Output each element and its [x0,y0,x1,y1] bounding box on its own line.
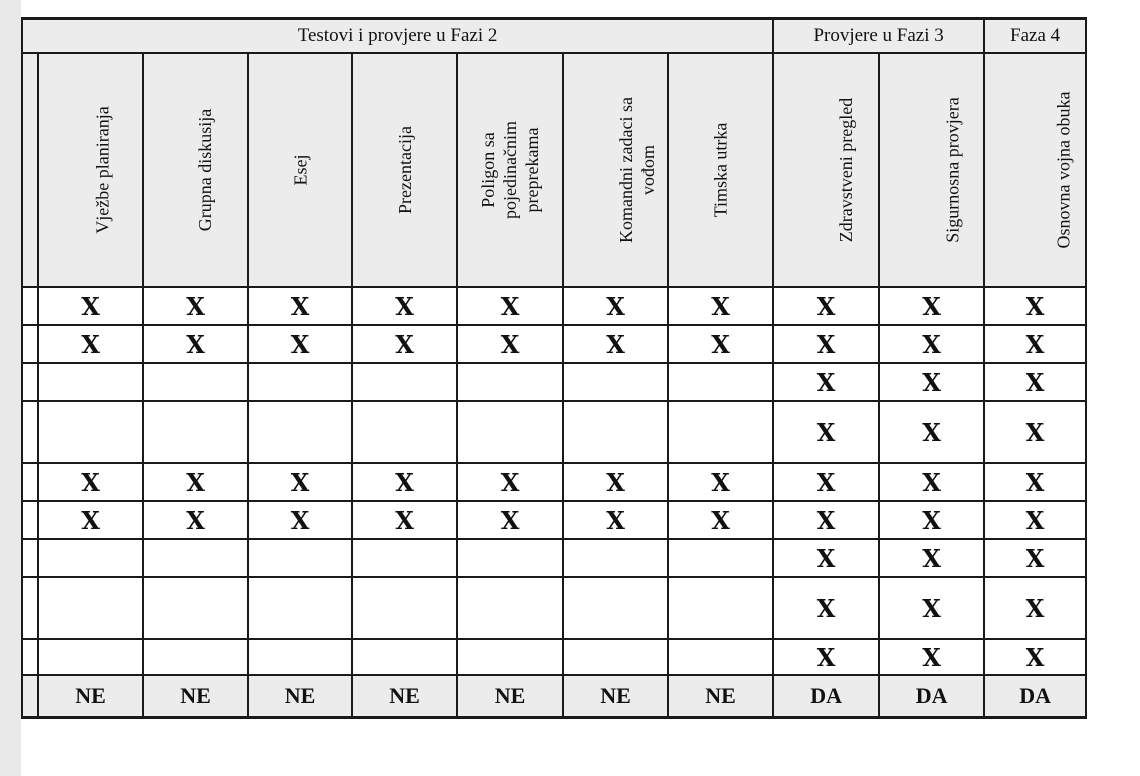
check-mark-cell: X [248,325,352,363]
column-header-line: Timska utrka [710,122,731,218]
summary-cell: NE [563,675,668,718]
empty-cell [457,639,563,675]
summary-cell: DA [984,675,1086,718]
table-row [22,463,1086,501]
column-header-label [194,109,216,231]
check-mark-cell: X [773,501,879,539]
empty-cell [668,539,773,577]
check-mark-cell: X [143,501,248,539]
table-row [22,501,1086,539]
left-margin-bar [0,0,21,776]
summary-cell: NE [143,675,248,718]
empty-cell [563,363,668,401]
column-header-line: Prezentacija [394,126,415,214]
column-header-line: Poligon sa [477,132,498,208]
column-header [143,53,248,287]
column-header-label [835,98,857,242]
check-mark-cell: X [457,325,563,363]
column-header [352,53,457,287]
empty-cell [668,639,773,675]
row-stub [22,363,38,401]
check-mark-cell: X [143,463,248,501]
check-mark-cell: X [563,287,668,325]
column-header-line: vođom [637,144,658,196]
check-mark-cell: X [143,325,248,363]
column-header [984,53,1086,287]
table-row [22,539,1086,577]
column-header [38,53,143,287]
check-mark-cell: X [773,287,879,325]
empty-cell [248,539,352,577]
check-mark-cell: X [668,287,773,325]
group-header-phase2: Testovi i provjere u Fazi 2 [22,19,773,54]
column-header-line: pojedinačnim [499,121,520,219]
empty-cell [143,363,248,401]
check-mark-cell: X [984,539,1086,577]
check-mark-cell: X [352,325,457,363]
check-mark-cell: X [879,577,984,639]
check-mark-cell: X [563,501,668,539]
check-mark-cell: X [773,363,879,401]
empty-cell [352,639,457,675]
column-header-label [92,106,114,233]
column-header [457,53,563,287]
check-mark-cell: X [879,463,984,501]
row-stub [22,639,38,675]
row-stub [22,287,38,325]
group-header-phase3: Provjere u Fazi 3 [773,19,984,54]
empty-cell [668,401,773,463]
check-mark-cell: X [38,463,143,501]
check-mark-cell: X [352,501,457,539]
table-row [22,287,1086,325]
column-header-line: Komandni zadaci sa [615,97,636,243]
phase-checks-table [21,17,1087,719]
column-header-line: Vježbe planiranja [92,106,113,234]
empty-cell [563,401,668,463]
column-header-label [1053,92,1075,249]
column-header [773,53,879,287]
empty-cell [352,577,457,639]
check-mark-cell: X [248,501,352,539]
empty-cell [352,539,457,577]
check-mark-cell: X [457,287,563,325]
empty-cell [352,363,457,401]
empty-cell [143,577,248,639]
check-mark-cell: X [773,639,879,675]
empty-cell [563,577,668,639]
column-header-line: Esej [290,154,310,186]
column-header [879,53,984,287]
check-mark-cell: X [773,463,879,501]
empty-cell [457,401,563,463]
empty-cell [38,539,143,577]
check-mark-cell: X [984,287,1086,325]
empty-cell [38,363,143,401]
row-stub [22,401,38,463]
column-header [668,53,773,287]
check-mark-cell: X [668,463,773,501]
check-mark-cell: X [38,287,143,325]
check-mark-cell: X [248,463,352,501]
row-stub [22,675,38,718]
row-stub [22,463,38,501]
summary-cell: DA [879,675,984,718]
check-mark-cell: X [984,401,1086,463]
empty-cell [668,363,773,401]
check-mark-cell: X [879,325,984,363]
check-mark-cell: X [984,577,1086,639]
empty-cell [668,577,773,639]
column-header-line: preprekama [521,127,542,213]
row-stub [22,539,38,577]
group-header-phase4: Faza 4 [984,19,1086,54]
check-mark-cell: X [879,363,984,401]
summary-cell: NE [457,675,563,718]
check-mark-cell: X [352,287,457,325]
table-row [22,639,1086,675]
check-mark-cell: X [984,501,1086,539]
check-mark-cell: X [879,639,984,675]
check-mark-cell: X [38,501,143,539]
check-mark-cell: X [38,325,143,363]
empty-cell [143,401,248,463]
check-mark-cell: X [668,501,773,539]
column-header-label [615,97,659,243]
empty-cell [457,363,563,401]
column-header-row [22,53,1086,287]
table-row [22,577,1086,639]
check-mark-cell: X [773,401,879,463]
check-mark-cell: X [773,539,879,577]
empty-cell [352,401,457,463]
empty-cell [143,639,248,675]
empty-cell [38,401,143,463]
check-mark-cell: X [773,577,879,639]
empty-cell [143,539,248,577]
column-header-line: Sigurnosna provjera [942,97,963,243]
table-row [22,363,1086,401]
check-mark-cell: X [668,325,773,363]
column-header-label [393,126,415,214]
summary-cell: NE [668,675,773,718]
column-header-label [710,123,732,218]
check-mark-cell: X [563,325,668,363]
check-mark-cell: X [984,463,1086,501]
check-mark-cell: X [879,539,984,577]
check-mark-cell: X [773,325,879,363]
check-mark-cell: X [879,287,984,325]
summary-cell: DA [773,675,879,718]
check-mark-cell: X [248,287,352,325]
empty-cell [248,401,352,463]
check-mark-cell: X [879,401,984,463]
check-mark-cell: X [352,463,457,501]
row-stub-header [22,53,38,287]
column-header-line: Grupna diskusija [195,108,216,232]
group-header-row [22,19,1086,54]
empty-cell [457,577,563,639]
empty-cell [38,639,143,675]
empty-cell [38,577,143,639]
check-mark-cell: X [563,463,668,501]
empty-cell [563,639,668,675]
check-mark-cell: X [984,639,1086,675]
check-mark-cell: X [457,463,563,501]
table-row [22,325,1086,363]
row-stub [22,325,38,363]
empty-cell [248,577,352,639]
summary-cell: NE [248,675,352,718]
column-header [248,53,352,287]
summary-cell: NE [352,675,457,718]
column-header-line: Osnovna vojna obuka [1053,91,1074,249]
empty-cell [248,363,352,401]
empty-cell [457,539,563,577]
check-mark-cell: X [879,501,984,539]
check-mark-cell: X [143,287,248,325]
column-header [563,53,668,287]
empty-cell [248,639,352,675]
column-header-label [289,155,311,186]
column-header-line: Zdravstveni pregled [836,97,857,243]
check-mark-cell: X [984,325,1086,363]
summary-row [22,675,1086,718]
empty-cell [563,539,668,577]
column-header-label [477,121,543,219]
table-row [22,401,1086,463]
column-header-label [942,97,964,242]
row-stub [22,501,38,539]
summary-cell: NE [38,675,143,718]
check-mark-cell: X [984,363,1086,401]
row-stub [22,577,38,639]
check-mark-cell: X [457,501,563,539]
